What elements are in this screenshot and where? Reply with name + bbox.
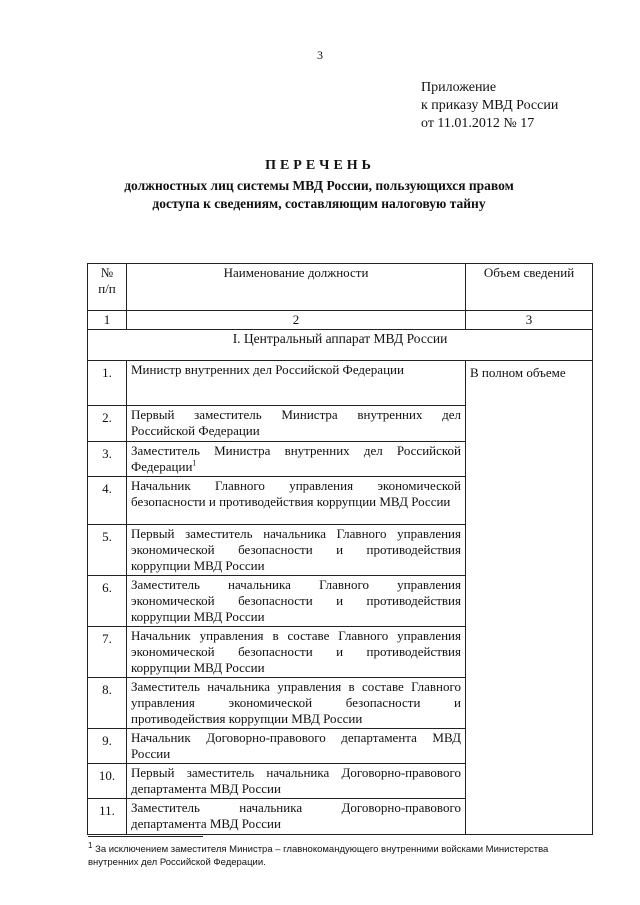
appendix-line: Приложение: [421, 80, 497, 95]
position-name: [127, 678, 466, 729]
position-name: [127, 442, 466, 477]
position-name: [127, 799, 466, 835]
position-name: [127, 477, 466, 525]
subtitle-line: доступа к сведениям, составляющим налоговую тайну: [152, 196, 486, 211]
row-number: 7.: [88, 627, 127, 678]
appendix-line: от 11.01.2012 № 17: [421, 116, 535, 131]
row-number: 9.: [88, 729, 127, 764]
position-name: [127, 361, 466, 406]
header-number-abbr: п/п: [98, 281, 116, 296]
position-name: [127, 729, 466, 764]
section-title: I. Центральный аппарат МВД России: [88, 330, 593, 361]
table-row: [88, 361, 593, 406]
appendix-line: к приказу МВД России: [421, 98, 559, 113]
position-name-text: Министр внутренних дел Российской Федерации: [131, 362, 404, 377]
row-number: 8.: [88, 678, 127, 729]
row-number: 4.: [88, 477, 127, 525]
header-number: [88, 264, 127, 311]
officials-table: [87, 263, 593, 835]
column-index: 2: [127, 311, 466, 330]
footnote-reference: 1: [192, 458, 197, 468]
column-index: 1: [88, 311, 127, 330]
footnote-mark: 1: [88, 840, 93, 850]
position-name: [127, 406, 466, 442]
document-subtitle: [90, 177, 548, 213]
position-name-text: Первый заместитель начальника Главного управления экономической безопасности и противодействия коррупции МВД России: [131, 526, 461, 573]
position-name-text: Начальник Договорно-правового департамента МВД России: [131, 730, 461, 761]
section-row: [88, 330, 593, 361]
position-name-text: Заместитель начальника управления в составе Главного управления экономической безопасности и противодействия коррупции МВД России: [131, 679, 461, 726]
position-name: [127, 576, 466, 627]
header-scope: Объем сведений: [466, 264, 593, 311]
position-name: [127, 764, 466, 799]
position-name-text: Заместитель Министра внутренних дел Российской Федерации: [131, 443, 461, 474]
position-name-text: Начальник Главного управления экономической безопасности и противодействия коррупции МВД России: [131, 478, 461, 509]
position-name: [127, 627, 466, 678]
document-title: ПЕРЕЧЕНЬ: [265, 158, 375, 173]
row-number: 6.: [88, 576, 127, 627]
position-name: [127, 525, 466, 576]
scope-value: В полном объеме: [466, 361, 593, 835]
table-header-row: [88, 264, 593, 311]
column-index: 3: [466, 311, 593, 330]
header-position-name: Наименование должности: [127, 264, 466, 311]
footnote: [88, 840, 578, 869]
appendix-reference: [421, 79, 558, 133]
row-number: 10.: [88, 764, 127, 799]
position-name-text: Заместитель начальника Главного управления экономической безопасности и противодействия коррупции МВД России: [131, 577, 461, 624]
row-number: 2.: [88, 406, 127, 442]
row-number: 3.: [88, 442, 127, 477]
row-number: 1.: [88, 361, 127, 406]
position-name-text: Начальник управления в составе Главного управления экономической безопасности и противодействия коррупции МВД России: [131, 628, 461, 675]
header-number-sign: №: [100, 265, 114, 280]
row-number: 5.: [88, 525, 127, 576]
position-name-text: Первый заместитель начальника Договорно-правового департамента МВД России: [131, 765, 461, 796]
position-name-text: Заместитель начальника Договорно-правового департамента МВД России: [131, 800, 461, 831]
column-index-row: [88, 311, 593, 330]
page-number: 3: [317, 48, 323, 62]
position-name-text: Первый заместитель Министра внутренних дел Российской Федерации: [131, 407, 461, 438]
subtitle-line: должностных лиц системы МВД России, пользующихся правом: [124, 178, 514, 193]
row-number: 11.: [88, 799, 127, 835]
footnote-divider: [88, 836, 203, 837]
footnote-text: За исключением заместителя Министра – главнокомандующего внутренними войсками Министерства внутренних дел Российской Федерации.: [88, 844, 549, 868]
